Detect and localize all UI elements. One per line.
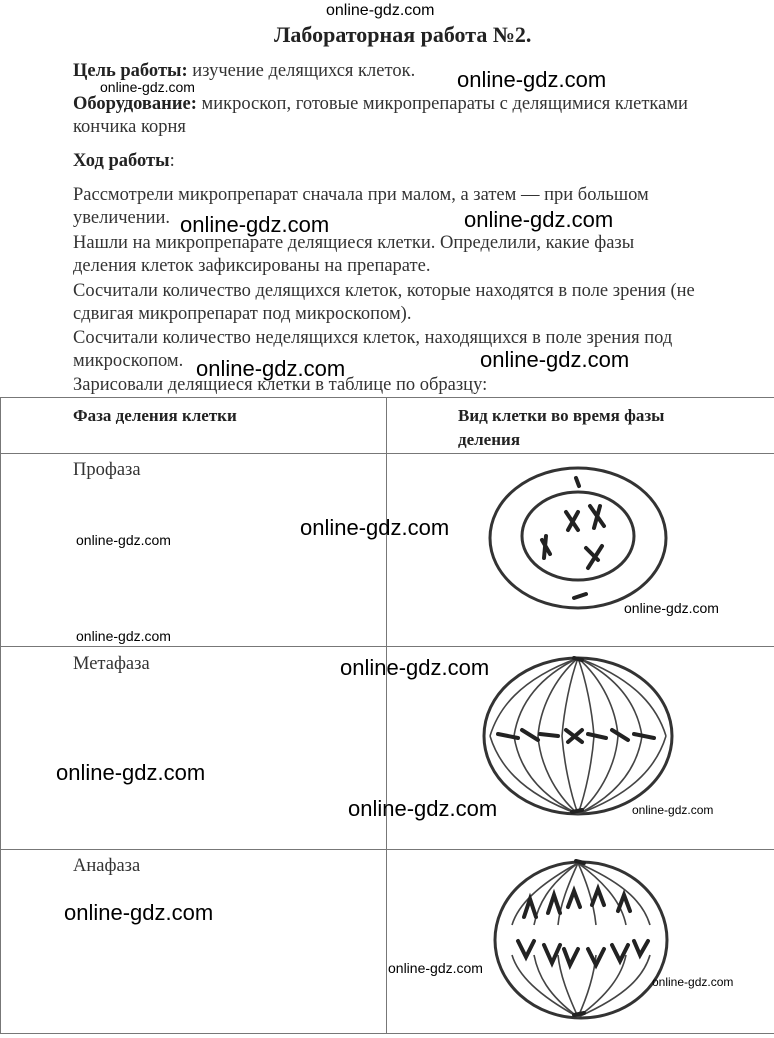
step-line: Сосчитали количество делящихся клеток, которые находятся в поле зрения (не [73, 281, 695, 301]
watermark: online-gdz.com [196, 356, 346, 381]
step-line: Зарисовали делящиеся клетки в таблице по образцу: [73, 375, 488, 395]
watermark: online-gdz.com [180, 212, 330, 237]
step-line: Сосчитали количество неделящихся клеток, находящихся в поле зрения под [73, 328, 673, 348]
row-label-anaphase: Анафаза [73, 856, 141, 876]
step-line: деления клеток зафиксированы на препарате. [73, 256, 431, 276]
page-title: Лабораторная работа №2. [274, 22, 532, 47]
goal-label: Цель работы: [73, 61, 188, 81]
table-divider [0, 646, 774, 647]
equipment-paragraph [73, 93, 688, 116]
watermark: online-gdz.com [480, 347, 630, 372]
watermark: online-gdz.com [388, 960, 483, 976]
watermark: online-gdz.com [64, 900, 214, 925]
table-divider [0, 849, 774, 850]
goal-text: изучение делящихся клеток. [187, 61, 416, 81]
equipment-label: Оборудование: [73, 94, 197, 114]
procedure-colon: : [169, 151, 175, 171]
row-label-prophase: Профаза [73, 460, 141, 480]
procedure-label: Ход работы [73, 151, 170, 171]
step-line: микроскопом. [73, 351, 184, 371]
watermark: online-gdz.com [300, 515, 450, 540]
site-header[interactable]: online-gdz.com [326, 2, 435, 19]
watermark: online-gdz.com [348, 796, 498, 821]
watermark: online-gdz.com [457, 67, 607, 92]
table-column-divider [386, 397, 387, 1034]
watermark: online-gdz.com [632, 803, 714, 817]
table-border-left [0, 397, 1, 1034]
table-border-bottom [0, 1033, 774, 1034]
watermark: online-gdz.com [624, 600, 719, 616]
step-line: увеличении. [73, 208, 171, 228]
watermark: online-gdz.com [464, 207, 614, 232]
step-line: Рассмотрели микропрепарат сначала при малом, а затем — при большом [73, 185, 649, 205]
watermark: online-gdz.com [652, 975, 734, 989]
procedure-heading [73, 150, 175, 173]
table-header-view: Вид клетки во время фазы [458, 406, 665, 425]
step-line: сдвигая микропрепарат под микроскопом). [73, 304, 412, 324]
row-label-metaphase: Метафаза [73, 654, 150, 674]
watermark: online-gdz.com [76, 532, 171, 548]
table-header-phase: Фаза деления клетки [73, 406, 237, 425]
table-divider [0, 453, 774, 454]
table-header-view-cont: деления [458, 430, 521, 449]
metaphase-cell-drawing [478, 650, 678, 820]
equipment-text-line2: кончика корня [73, 117, 186, 137]
watermark: online-gdz.com [56, 760, 206, 785]
anaphase-cell-drawing [488, 855, 674, 1025]
table-border-top [0, 397, 774, 398]
watermark: online-gdz.com [100, 79, 195, 95]
watermark: online-gdz.com [76, 628, 171, 644]
prophase-cell-drawing [482, 458, 674, 618]
step-line: Нашли на микропрепарате делящиеся клетки. Определили, какие фазы [73, 233, 635, 253]
watermark: online-gdz.com [340, 655, 490, 680]
equipment-text-line1: микроскоп, готовые микропрепараты с делящимися клетками [196, 94, 688, 114]
